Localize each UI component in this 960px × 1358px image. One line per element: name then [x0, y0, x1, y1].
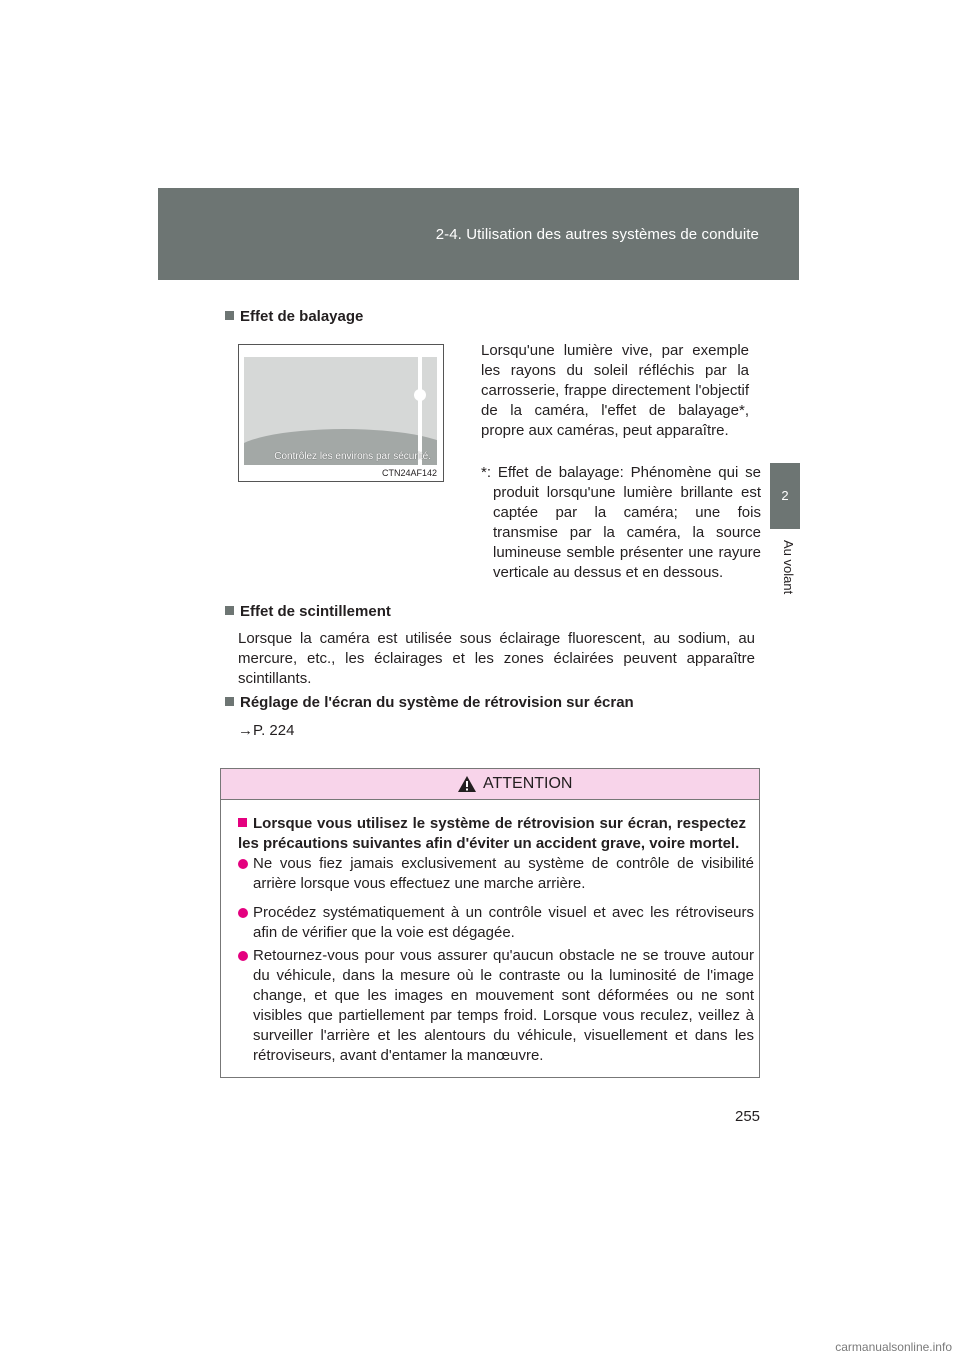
warning-item-text: Procédez systématiquement à un contrôle visuel et avec les rétroviseurs afin de vérifier que la voie est dégagée.	[253, 904, 754, 941]
warning-main-text	[238, 814, 746, 854]
camera-screen	[244, 357, 437, 465]
warning-item-text: Ne vous fiez jamais exclusivement au système de contrôle de visibilité arrière lorsque vous effectuez une marche arrière.	[253, 855, 754, 892]
footer-watermark: carmanualsonline.info	[835, 1340, 952, 1354]
heading-scintillement	[225, 603, 391, 620]
heading-scintillement-text: Effet de scintillement	[240, 603, 391, 620]
page-number: 255	[735, 1108, 761, 1125]
square-bullet-icon	[225, 311, 234, 320]
heading-reglage-text: Réglage de l'écran du système de rétrovision sur écran	[240, 694, 634, 711]
warning-item-text: Retournez-vous pour vous assurer qu'aucun obstacle ne se trouve autour du véhicule, dans la mesure où le contraste ou la luminosité de l'image change, et que les images en mouvement sont déformées ou ne sont visibles que partiellement par temps froid. Lorsque vous reculez, veillez à surveiller l'arrière et les alentours du véhicule, visuellement et dans les rétroviseurs, avant d'entamer la manœuvre.	[253, 947, 754, 1064]
warning-item	[238, 946, 754, 1066]
figure-code: CTN24AF142	[381, 468, 437, 478]
square-bullet-icon	[225, 697, 234, 706]
warning-main-label: Lorsque vous utilisez le système de rétrovision sur écran, respectez les précautions suivantes afin d'éviter un accident grave, voire mortel.	[238, 815, 746, 852]
chapter-tab: 2	[770, 463, 800, 529]
warning-triangle-icon	[457, 775, 477, 793]
screen-message: Contrôlez les environs par sécurité.	[274, 451, 431, 462]
camera-illustration	[238, 344, 444, 482]
light-source	[414, 389, 426, 401]
heading-balayage	[225, 308, 363, 325]
warning-item	[238, 903, 754, 943]
heading-reglage	[225, 694, 634, 711]
scintillement-text: Lorsque la caméra est utilisée sous éclairage fluorescent, au sodium, au mercure, etc., les éclairages et les zones éclairées peuvent apparaître scintillants.	[238, 630, 755, 687]
section-title: 2-4. Utilisation des autres systèmes de conduite	[435, 226, 759, 243]
balayage-note: *: Effet de balayage: Phénomène qui se produit lorsqu'une lumière brillante est captée par la caméra; une fois transmise par la caméra, la source lumineuse semble présenter une rayure verticale au dessus et en dessous.	[481, 464, 761, 581]
warning-box	[220, 768, 760, 1078]
square-bullet-icon	[238, 818, 247, 827]
page-reference-link[interactable]: →P. 224	[238, 722, 295, 739]
heading-balayage-text: Effet de balayage	[240, 308, 364, 325]
round-bullet-icon	[238, 859, 248, 869]
round-bullet-icon	[238, 908, 248, 918]
header-band	[158, 188, 799, 280]
chapter-label: Au volant	[781, 540, 796, 595]
smear-streak	[418, 357, 422, 465]
warning-item	[238, 854, 754, 894]
warning-header	[221, 769, 759, 800]
round-bullet-icon	[238, 951, 248, 961]
balayage-text: Lorsqu'une lumière vive, par exemple les rayons du soleil réfléchis par la carrosserie, frappe directement l'objectif de la caméra, l'effet de balayage*, propre aux caméras, peut apparaître.	[481, 342, 749, 439]
square-bullet-icon	[225, 606, 234, 615]
warning-title: ATTENTION	[483, 775, 573, 792]
